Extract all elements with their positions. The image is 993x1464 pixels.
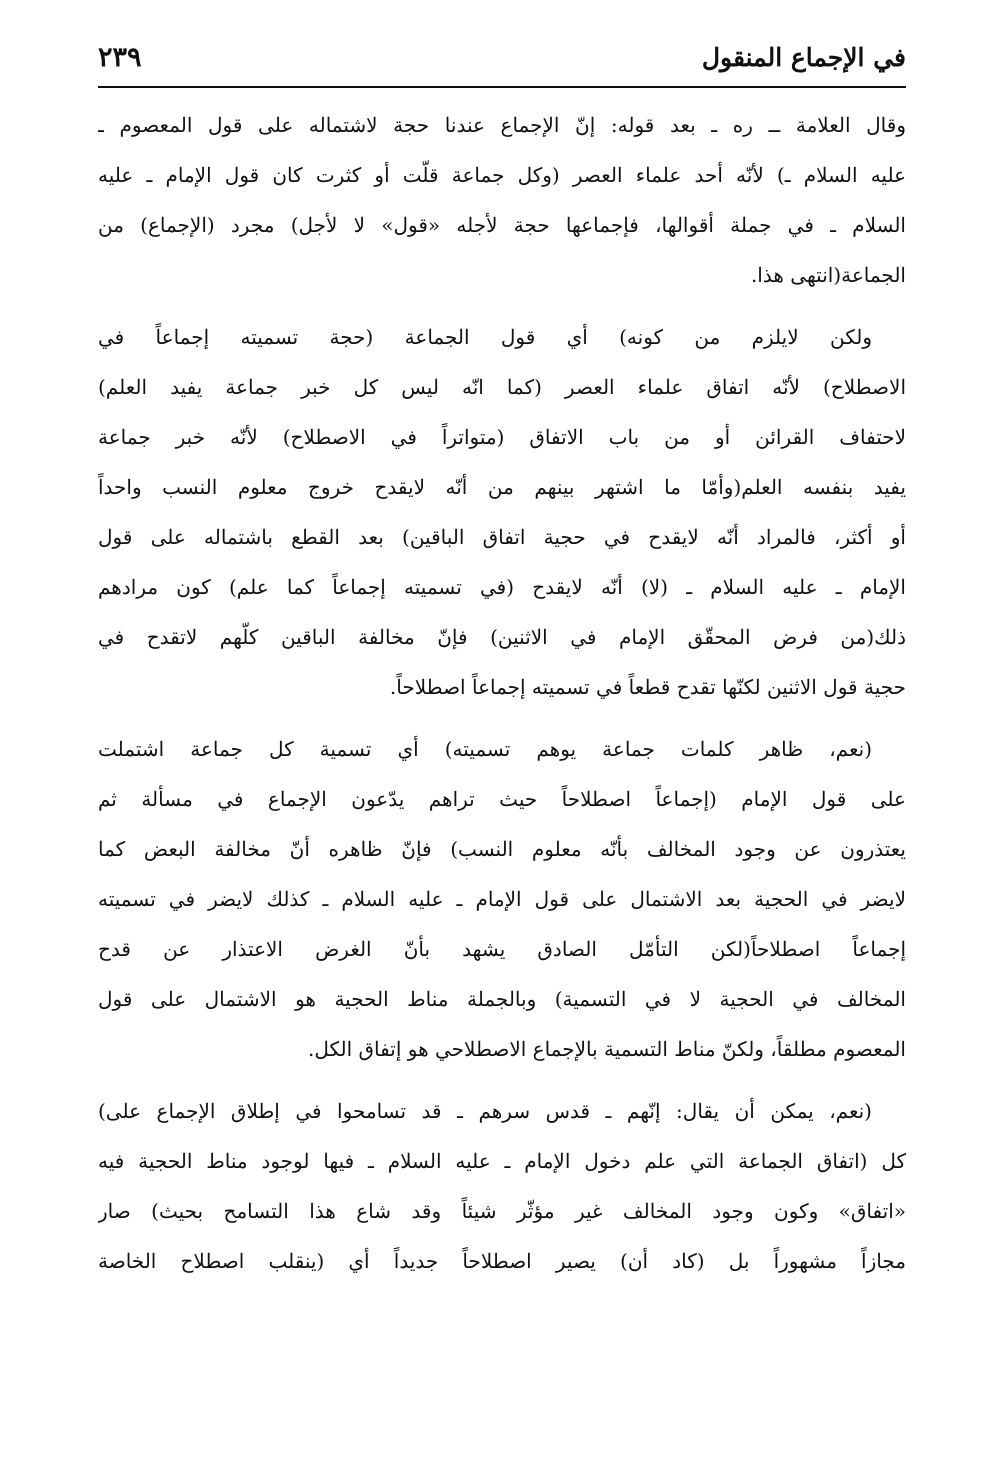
paragraph-gap [98, 1074, 906, 1086]
text-line: الاصطلاح) لأنّه اتفاق علماء العصر (كما انّه ليس كل خبر جماعة يفيد العلم) [98, 375, 906, 399]
text-line: لايضر في الحجية بعد الاشتمال على قول الإمام ـ عليه السلام ـ كذلك لايضر في تسميته [98, 887, 906, 911]
text-line: السلام ـ في جملة أقوالها، فإجماعها حجة لأجله «قول» لا لأجل) مجرد (الإجماع) من [98, 213, 906, 237]
text-line: «اتفاق» وكون وجود المخالف غير مؤثّر شيئاً وقد شاع هذا التسامح بحيث) صار [98, 1199, 906, 1223]
text-line: ولكن لايلزم من كونه) أي قول الجماعة (حجة تسميته إجماعاً في [98, 325, 872, 349]
text-line: ذلك(من فرض المحقّق الإمام في الاثنين) فإنّ مخالفة الباقين كلّهم لاتقدح في [98, 625, 906, 649]
page-body [98, 100, 906, 1286]
paragraph-gap [98, 300, 906, 312]
text-line: (نعم، ظاهر كلمات جماعة يوهم تسميته) أي تسمية كل جماعة اشتملت [98, 737, 872, 761]
text-line: وقال العلامة ــ ره ـ بعد قوله: إنّ الإجماع عندنا حجة لاشتماله على قول المعصوم ـ [98, 113, 906, 137]
text-line: الإمام ـ عليه السلام ـ (لا) أنّه لايقدح (في تسميته إجماعاً كما علم) كون مرادهم [98, 575, 906, 599]
text-line: لاحتفاف القرائن أو من باب الاتفاق (متواتراً في الاصطلاح) لأنّه خبر جماعة [98, 425, 906, 449]
page-number: ٢٣٩ [98, 42, 142, 73]
paragraph-2 [98, 312, 906, 712]
text-line: حجية قول الاثنين لكنّها تقدح قطعاً في تسميته إجماعاً اصطلاحاً. [389, 675, 906, 699]
text-line: يعتذرون عن وجود المخالف بأنّه معلوم النسب) فإنّ ظاهره أنّ مخالفة البعض كما [98, 837, 906, 861]
text-line: المخالف في الحجية لا في التسمية) وبالجملة مناط الحجية هو الاشتمال على قول [98, 987, 906, 1011]
text-line: الجماعة(انتهى هذا. [750, 263, 906, 287]
text-line: على قول الإمام (إجماعاً اصطلاحاً حيث تراهم يدّعون الإجماع في مسألة ثم [98, 787, 906, 811]
text-line: (نعم، يمكن أن يقال: إنّهم ـ قدس سرهم ـ قد تسامحوا في إطلاق الإجماع على) [98, 1099, 872, 1123]
page-header [98, 38, 906, 82]
paragraph-1 [98, 100, 906, 300]
text-line: المعصوم مطلقاً، ولكنّ مناط التسمية بالإجماع الاصطلاحي هو إتفاق الكل. [307, 1037, 906, 1061]
text-line: مجازاً مشهوراً بل (كاد أن) يصير اصطلاحاً جديداً أي (ينقلب اصطلاح الخاصة [98, 1249, 906, 1273]
text-line: إجماعاً اصطلاحاً(لكن التأمّل الصادق يشهد بأنّ الغرض الاعتذار عن قدح [98, 937, 906, 961]
text-line: كل (اتفاق الجماعة التي علم دخول الإمام ـ عليه السلام ـ فيها لوجود مناط الحجية فيه [98, 1149, 906, 1173]
text-line: أو أكثر، فالمراد أنّه لايقدح في حجية اتفاق الباقين) بعد القطع باشتماله على قول [98, 525, 906, 549]
paragraph-3 [98, 724, 906, 1074]
header-rule [98, 86, 906, 88]
text-line: عليه السلام ـ) لأنّه أحد علماء العصر (وكل جماعة قلّت أو كثرت كان قول الإمام ـ عليه [98, 163, 906, 187]
running-title: في الإجماع المنقول [701, 43, 906, 72]
paragraph-4 [98, 1086, 906, 1286]
text-line: يفيد بنفسه العلم(وأمّا ما اشتهر بينهم من أنّه لايقدح خروج معلوم النسب واحداً [98, 475, 906, 499]
paragraph-gap [98, 712, 906, 724]
